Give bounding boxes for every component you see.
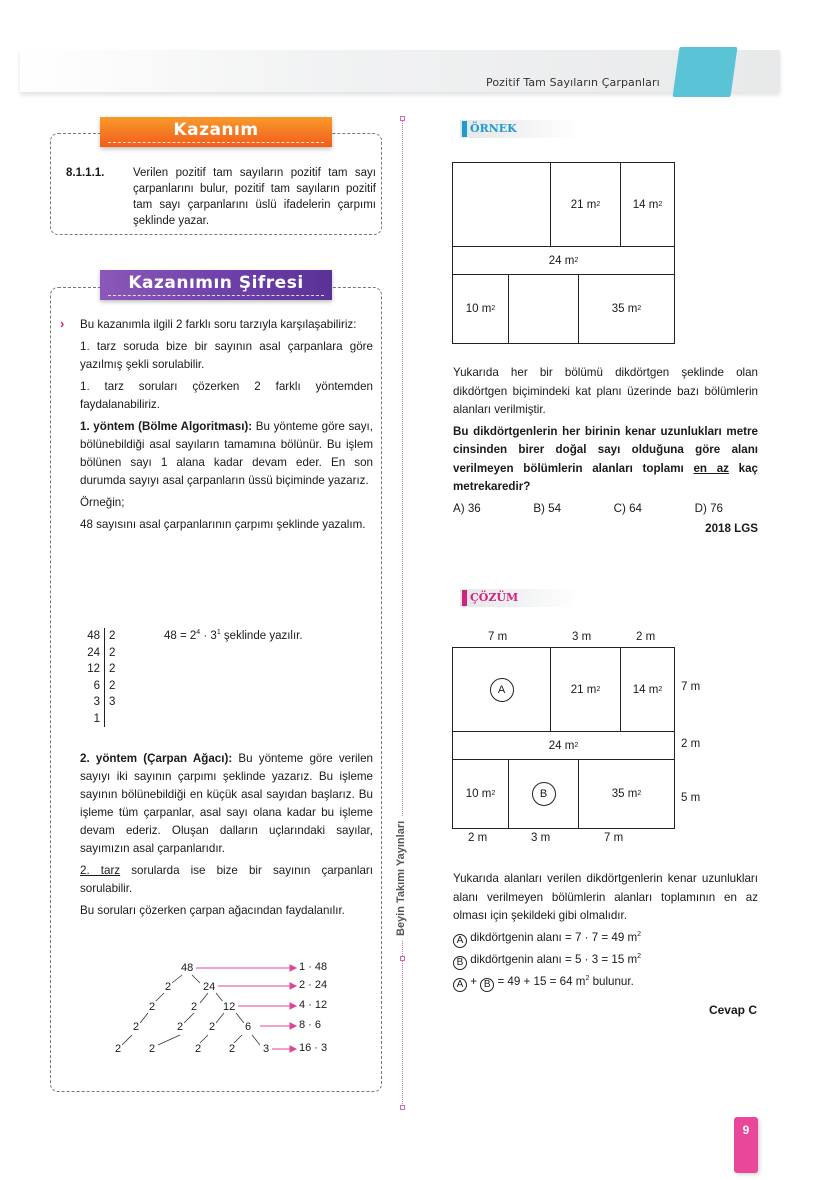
tree-node: 3: [263, 1043, 270, 1055]
solution-line-a: A dikdörtgenin alanı = 7 · 7 = 49 $m^2$: [453, 929, 758, 948]
dimension-label: 5 m: [681, 792, 701, 804]
answer-choices: [453, 500, 723, 519]
divider-dot: [400, 1105, 405, 1110]
plan-cell-unknown: [508, 274, 579, 344]
chevron-right-icon: ›: [60, 316, 65, 331]
sifre-p5: Bu soruları çözerken çarpan ağacından faydalanılır.: [80, 904, 345, 917]
circle-b: B: [532, 782, 556, 806]
tree-node: 2: [229, 1043, 236, 1055]
question-prompt: Bu dikdörtgenlerin her birinin kenar uzunlukları metre cinsinden birer doğal sayı olduğuna göre alanı verilmeyen bölümlerin alanları toplamı en az kaç metrekaredir?: [453, 424, 758, 493]
dimension-label: 7 m: [488, 631, 508, 643]
kazanim-code: 8.1.1.1.: [66, 167, 105, 179]
dividend: 12: [87, 663, 100, 675]
plan-cell-35: 35 m 2: [578, 274, 675, 344]
sifre-p3: 1. tarz soruları çözerken 2 farklı yöntemden faydalanabiliriz.: [80, 380, 373, 411]
tree-node: 2: [209, 1021, 216, 1033]
choice-c: C) 64: [613, 501, 643, 515]
solution-text: [453, 870, 758, 995]
page-header-title: Pozitif Tam Sayıların Çarpanları: [486, 76, 660, 89]
plan-cell-21: 21 m 2: [550, 647, 621, 732]
dimension-label: 3 m: [572, 631, 592, 643]
plan-cell-unknown: [452, 162, 551, 247]
plan-cell-b: [508, 759, 579, 829]
dividend: 24: [87, 646, 100, 659]
solution-intro: Yukarıda alanları verilen dikdörtgenlerin kenar uzunlukları alanı verilmeyen bölümlerin alanları toplamının en az olması için şekildeki gibi olmalıdır.: [453, 872, 758, 922]
circle-b: B: [480, 978, 494, 992]
division-table: [84, 628, 124, 727]
circle-a: A: [453, 978, 467, 992]
solution-line-b: B dikdörtgenin alanı = 5 · 3 = 15 $m^2$: [453, 951, 758, 970]
tree-result: 16 · 3: [299, 1042, 328, 1054]
tree-node: 2: [149, 1001, 156, 1013]
circle-a: A: [490, 678, 514, 702]
sifre-p2: 1. tarz soruda bize bir sayının asal çarpanlara göre yazılmış şekli sorulabilir.: [80, 340, 373, 371]
example-label: Örneğin;: [80, 496, 125, 509]
tree-node: 2: [165, 981, 172, 993]
page-number: 9: [734, 1117, 758, 1173]
sifre-content-2: [80, 750, 373, 924]
divider-dot: [400, 956, 405, 961]
dividend: 6: [93, 679, 100, 692]
question-text: [453, 364, 758, 539]
dimension-label: 2 m: [468, 832, 488, 844]
plan-cell-35: 35 m 2: [578, 759, 675, 829]
tree-node: 2: [133, 1021, 140, 1033]
circle-a: A: [453, 934, 467, 948]
floor-plan-example: [452, 162, 675, 344]
plan-cell-10: 10 m 2: [452, 274, 509, 344]
choice-b: B) 54: [533, 501, 562, 515]
tree-result: 8 · 6: [299, 1019, 322, 1031]
dimension-label: 2 m: [636, 631, 656, 643]
tree-result: 1 · 48: [299, 961, 328, 973]
sifre-content: [80, 316, 373, 538]
divisor: 2: [104, 628, 124, 645]
tree-result: 4 · 12: [299, 999, 328, 1011]
plan-cell-24: 24 m 2: [452, 731, 675, 760]
tree-node: 48: [181, 962, 194, 974]
publisher-label: Beyin Takımı Yayınları: [395, 817, 407, 940]
circle-b: B: [453, 956, 467, 970]
dimension-label: 3 m: [531, 832, 551, 844]
dimension-label: 7 m: [681, 681, 701, 693]
choice-a: A) 36: [453, 501, 481, 515]
factorization-equation: $48 = 2^4 \cdot 3^1$ şeklinde yazılır.: [164, 629, 303, 642]
tree-node: 2: [195, 1043, 202, 1055]
sifre-p4: 48 sayısını asal çarpanlarının çarpımı şeklinde yazalım.: [80, 518, 366, 531]
plan-cell-10: 10 m 2: [452, 759, 509, 829]
divisor: 2: [104, 678, 124, 695]
solution-line-sum: A + B = 49 + 15 = 64 $m^2$ bulunur.: [453, 973, 758, 992]
plan-cell-24: 24 m 2: [452, 246, 675, 275]
cozum-label: ÇÖZÜM: [460, 589, 580, 607]
question-source: 2018 LGS: [705, 522, 758, 535]
question-intro: Yukarıda her bir bölümü dikdörtgen şeklinde olan dikdörtgen biçimindeki kat planı üzerinde bazı bölümlerin alanları verilmiştir.: [453, 366, 758, 416]
method-2: [80, 750, 373, 858]
divisor: [104, 711, 124, 728]
divisor: 2: [104, 645, 124, 662]
answer-label: Cevap C: [708, 1003, 757, 1017]
factor-tree: [100, 955, 340, 1060]
tree-node: 2: [191, 1001, 198, 1013]
tree-node: 2: [149, 1043, 156, 1055]
kazanim-content: [66, 165, 376, 229]
plan-cell-14: 14 m 2: [620, 162, 675, 247]
tree-node: 12: [223, 1001, 236, 1013]
ornek-label: ÖRNEK: [460, 120, 580, 138]
tarz-2: 2. tarz sorularda ise bize bir sayının çarpanları sorulabilir.: [80, 864, 373, 895]
kazanim-banner: Kazanım: [100, 117, 332, 147]
dimension-label: 2 m: [681, 738, 701, 750]
method-1-title: 1. yöntem (Bölme Algoritması):: [80, 420, 253, 433]
dividend: 1: [93, 712, 100, 725]
dividend: 48: [87, 630, 100, 642]
plan-cell-21: 21 m 2: [550, 162, 621, 247]
tree-node: 2: [115, 1043, 122, 1055]
floor-plan-solution: [452, 647, 675, 829]
method-1: [80, 418, 373, 490]
method-2-title: 2. yöntem (Çarpan Ağacı):: [80, 752, 233, 765]
method-1-text: Bu yönteme göre sayı, bölünebildiği asal sayıların tamamına bölünür. Bu işlem bölünen sayı 1 alana kadar devam eder. En son durumda sayıyı asal çarpanların üssü biçiminde yazarız.: [80, 420, 373, 487]
divisor: 3: [104, 694, 124, 711]
plan-cell-14: 14 m 2: [620, 647, 675, 732]
method-2-text: Bu yönteme göre verilen sayıyı iki sayının çarpımı şeklinde yazarız. Bu işleme sayının bölünebildiği en küçük asal sayıdan başlarız. Bu işleme tüm çarpanlar, asal sayı olana kadar bu işleme devam ederiz. Oluşan dalların uçlarındaki sayılar, sayımızın asal çarpanlarıdır.: [80, 752, 374, 855]
sifre-p1: Bu kazanımla ilgili 2 farklı soru tarzıyla karşılaşabiliriz:: [80, 318, 357, 331]
tree-node: 24: [203, 981, 216, 993]
choice-d: D) 76: [694, 501, 723, 515]
header-tab: [672, 47, 737, 97]
header-band: [20, 50, 780, 92]
dimension-label: 7 m: [604, 832, 624, 844]
tree-node: 2: [177, 1021, 184, 1033]
plan-cell-a: [452, 647, 551, 732]
tarz-2-label: 2. tarz: [80, 864, 121, 877]
dividend: 3: [93, 696, 100, 708]
sifre-banner: Kazanımın Şifresi: [100, 270, 332, 300]
divisor: 2: [104, 661, 124, 678]
kazanim-text: Verilen pozitif tam sayıların pozitif tam sayı çarpanlarını bulur, pozitif tam sayıların pozitif tam sayı çarpanlarını üslü ifadelerin çarpımı şeklinde yazar.: [133, 167, 376, 227]
tree-result: 2 · 24: [299, 979, 328, 991]
tree-node: 6: [245, 1021, 252, 1033]
divider-dot: [400, 116, 405, 121]
